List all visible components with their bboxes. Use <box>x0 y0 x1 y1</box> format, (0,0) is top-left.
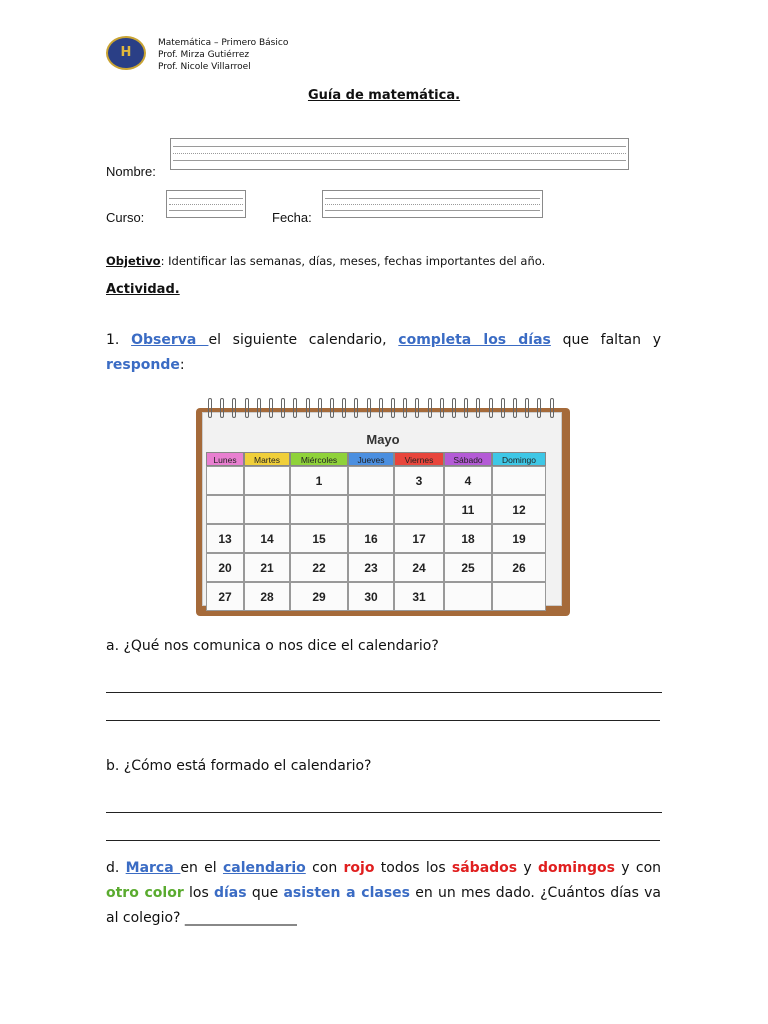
calendar-day-cell[interactable]: 21 <box>244 553 290 582</box>
calendar-ring-icon <box>501 398 505 418</box>
calendar-ring-icon <box>245 398 249 418</box>
calendar-ring-icon <box>330 398 334 418</box>
header-teacher-1: Prof. Mirza Gutiérrez <box>158 50 250 60</box>
calendar-ring-icon <box>489 398 493 418</box>
calendar-day-cell[interactable] <box>348 495 394 524</box>
calendar-day-cell[interactable]: 14 <box>244 524 290 553</box>
calendar-ring-icon <box>293 398 297 418</box>
calendar-day-header: Sábado <box>444 452 492 466</box>
fecha-label: Fecha: <box>272 210 312 225</box>
calendar-day-cell[interactable]: 13 <box>206 524 244 553</box>
q1-observa: Observa <box>131 332 209 348</box>
calendar-ring-icon <box>550 398 554 418</box>
calendar-ring-icon <box>281 398 285 418</box>
fecha-field[interactable] <box>322 190 543 218</box>
calendar-ring-icon <box>269 398 273 418</box>
calendar-ring-icon <box>440 398 444 418</box>
school-logo <box>106 36 146 70</box>
calendar-day-cell[interactable]: 12 <box>492 495 546 524</box>
header-subject: Matemática – Primero Básico <box>158 38 289 48</box>
calendar-day-cell[interactable]: 26 <box>492 553 546 582</box>
calendar-ring-icon <box>513 398 517 418</box>
calendar-day-cell[interactable] <box>206 466 244 495</box>
qd-otro-color: otro color <box>106 885 184 901</box>
answer-line[interactable] <box>106 812 662 813</box>
calendar-ring-icon <box>342 398 346 418</box>
q1-responde: responde <box>106 357 180 373</box>
calendar-day-cell[interactable] <box>290 495 348 524</box>
answer-line[interactable] <box>106 720 660 721</box>
calendar-day-cell[interactable]: 31 <box>394 582 444 611</box>
calendar-day-cell[interactable] <box>492 582 546 611</box>
calendar-ring-icon <box>220 398 224 418</box>
calendar-day-cell[interactable]: 15 <box>290 524 348 553</box>
nombre-label: Nombre: <box>106 164 156 179</box>
qd-text: en un mes dado. ¿Cuántos días va al colegio? ________________ <box>106 885 661 926</box>
calendar-month: Mayo <box>366 432 400 447</box>
header-teacher-2: Prof. Nicole Villarroel <box>158 62 251 72</box>
curso-label: Curso: <box>106 210 145 225</box>
qd-rojo: rojo <box>343 860 375 876</box>
calendar-day-cell[interactable]: 4 <box>444 466 492 495</box>
calendar-ring-icon <box>452 398 456 418</box>
qd-text: en el <box>180 860 223 876</box>
curso-field[interactable] <box>166 190 246 218</box>
qd-text: los <box>183 885 214 901</box>
calendar-day-cell[interactable]: 28 <box>244 582 290 611</box>
activity-heading: Actividad. <box>106 282 180 297</box>
nombre-field[interactable] <box>170 138 629 170</box>
question-1 <box>106 328 661 378</box>
objective-text: : Identificar las semanas, días, meses, fechas importantes del año. <box>160 254 546 268</box>
calendar-day-cell[interactable] <box>244 495 290 524</box>
calendar-day-cell[interactable] <box>244 466 290 495</box>
page-title: Guía de matemática. <box>307 88 461 103</box>
calendar-day-cell[interactable]: 11 <box>444 495 492 524</box>
question-b: b. ¿Cómo está formado el calendario? <box>106 758 372 774</box>
calendar-ring-icon <box>403 398 407 418</box>
q1-text-1: el siguiente calendario, <box>208 332 399 348</box>
answer-line[interactable] <box>106 840 660 841</box>
calendar-ring-icon <box>537 398 541 418</box>
calendar-ring-icon <box>354 398 358 418</box>
question-a: a. ¿Qué nos comunica o nos dice el calendario? <box>106 638 439 654</box>
calendar-ring-icon <box>464 398 468 418</box>
calendar-image <box>196 398 570 616</box>
objective <box>106 254 545 268</box>
calendar-day-cell[interactable] <box>394 495 444 524</box>
calendar-ring-icon <box>318 398 322 418</box>
calendar-ring-icon <box>476 398 480 418</box>
calendar-day-cell[interactable]: 25 <box>444 553 492 582</box>
calendar-day-cell[interactable]: 16 <box>348 524 394 553</box>
calendar-ring-icon <box>367 398 371 418</box>
question-d <box>106 856 661 931</box>
calendar-day-cell[interactable]: 29 <box>290 582 348 611</box>
calendar-ring-icon <box>257 398 261 418</box>
calendar-ring-icon <box>306 398 310 418</box>
calendar-ring-icon <box>232 398 236 418</box>
calendar-ring-icon <box>415 398 419 418</box>
calendar-day-cell[interactable]: 24 <box>394 553 444 582</box>
q1-text-2: que faltan y <box>550 332 662 348</box>
logo-emblem-icon: H <box>120 45 132 60</box>
calendar-day-cell[interactable]: 17 <box>394 524 444 553</box>
calendar-day-header: Lunes <box>206 452 244 466</box>
q1-completa: completa los días <box>398 332 551 348</box>
calendar-ring-icon <box>379 398 383 418</box>
calendar-day-header: Viernes <box>394 452 444 466</box>
calendar-day-cell[interactable] <box>492 466 546 495</box>
calendar-day-cell[interactable]: 27 <box>206 582 244 611</box>
calendar-day-cell[interactable]: 3 <box>394 466 444 495</box>
calendar-day-cell[interactable] <box>444 582 492 611</box>
calendar-day-header: Jueves <box>348 452 394 466</box>
qd-domingos: domingos <box>538 860 615 876</box>
qd-marca: Marca <box>125 860 181 876</box>
qd-text: todos los <box>374 860 452 876</box>
calendar-day-header: Domingo <box>492 452 546 466</box>
calendar-ring-icon <box>428 398 432 418</box>
q1-text-3: : <box>179 357 185 373</box>
calendar-ring-icon <box>525 398 529 418</box>
calendar-ring-icon <box>208 398 212 418</box>
calendar-day-cell[interactable]: 1 <box>290 466 348 495</box>
qd-text: y <box>517 860 539 876</box>
qd-text: y con <box>615 860 662 876</box>
calendar-ring-icon <box>391 398 395 418</box>
answer-line[interactable] <box>106 692 662 693</box>
calendar-day-cell[interactable]: 23 <box>348 553 394 582</box>
qd-prefix: d. <box>106 860 126 876</box>
qd-text: con <box>305 860 344 876</box>
qd-text: que <box>246 885 284 901</box>
calendar-day-cell[interactable]: 20 <box>206 553 244 582</box>
calendar-day-cell[interactable] <box>348 466 394 495</box>
calendar-day-cell[interactable]: 19 <box>492 524 546 553</box>
qd-dias: días <box>213 885 247 901</box>
qd-asisten: asisten a clases <box>283 885 411 901</box>
qd-calendario: calendario <box>222 860 306 876</box>
calendar-day-cell[interactable]: 18 <box>444 524 492 553</box>
qd-sabados: sábados <box>451 860 518 876</box>
q1-number: 1. <box>106 332 120 348</box>
calendar-day-cell[interactable]: 30 <box>348 582 394 611</box>
calendar-day-header: Miércoles <box>290 452 348 466</box>
calendar-day-cell[interactable] <box>206 495 244 524</box>
objective-label: Objetivo <box>106 254 161 268</box>
calendar-day-header: Martes <box>244 452 290 466</box>
calendar-day-cell[interactable]: 22 <box>290 553 348 582</box>
